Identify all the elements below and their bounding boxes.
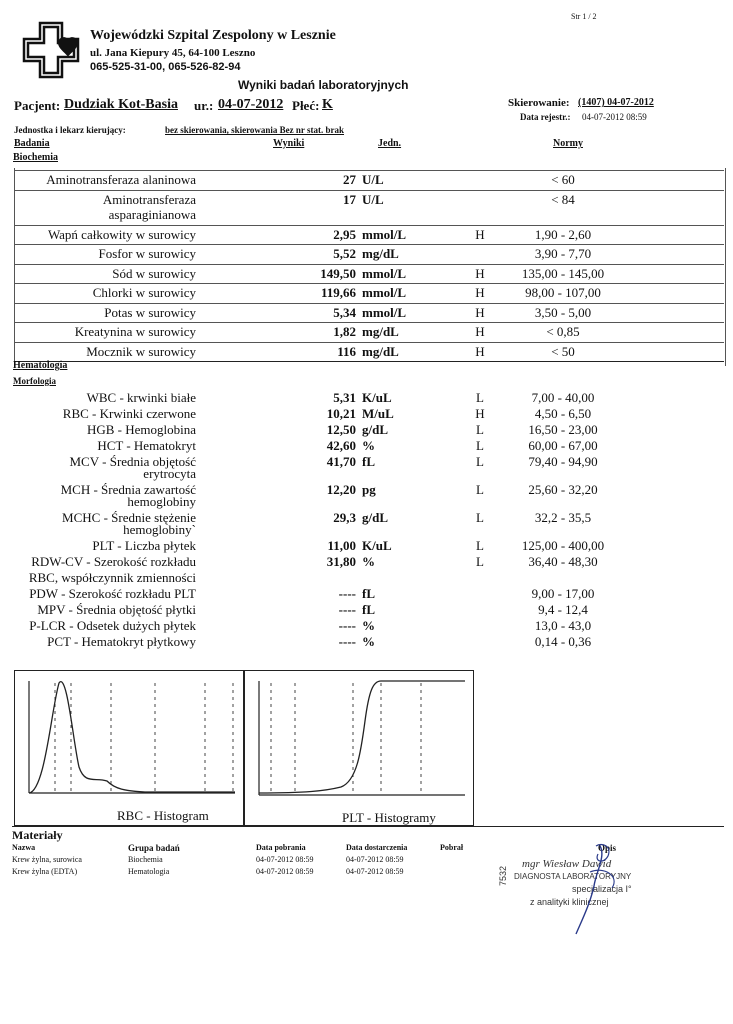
test-value: 42,60 [326, 438, 356, 453]
hospital-address: ul. Jana Kiepury 45, 64-100 Leszno [90, 47, 256, 59]
material-taken: 04-07-2012 08:59 [256, 855, 314, 864]
test-name: PCT - Hematokryt płytkowy [47, 634, 196, 649]
test-norm: < 84 [551, 191, 575, 207]
test-name: Potas w surowicy [104, 304, 196, 320]
test-value: 12,20 [326, 482, 356, 497]
test-norm: 125,00 - 400,00 [521, 538, 605, 553]
test-flag: H [475, 304, 485, 320]
test-unit: % [362, 634, 375, 649]
test-norm: 1,90 - 2,60 [534, 226, 592, 242]
test-name: RBC - Krwinki czerwone [62, 406, 196, 421]
signature-icon [560, 842, 640, 938]
test-value: 11,00 [327, 538, 356, 553]
test-flag: H [475, 343, 485, 359]
test-norm: < 0,85 [546, 324, 580, 339]
material-group: Biochemia [128, 855, 163, 864]
col-tests: Badania [14, 138, 50, 149]
test-value: ---- [338, 634, 356, 649]
test-unit: U/L [362, 191, 384, 207]
test-value: 27 [343, 172, 356, 187]
test-unit: M/uL [362, 406, 394, 421]
test-value: ---- [338, 602, 356, 617]
materials-header-group: Grupa badań [128, 843, 180, 853]
test-name: Wapń całkowity w surowicy [47, 226, 196, 242]
test-name: Fosfor w surowicy [98, 246, 196, 261]
materials-header-taken: Data pobrania [256, 843, 306, 852]
test-value: 5,34 [333, 304, 356, 320]
registration-label: Data rejestr.: [520, 112, 571, 122]
materials-header-delivered: Data dostarczenia [346, 843, 408, 852]
test-name: Mocznik w surowicy [86, 343, 196, 359]
test-unit: mg/dL [362, 246, 399, 261]
test-value: 12,50 [326, 422, 356, 437]
test-name: HGB - Hemoglobina [86, 422, 196, 437]
test-name: PLT - Liczba płytek [92, 538, 196, 553]
test-value: 29,3 [333, 510, 356, 525]
page-number: Str 1 / 2 [571, 12, 597, 21]
test-name-cont: hemoglobiny` [123, 522, 196, 537]
test-norm: 79,40 - 94,90 [528, 454, 598, 469]
test-flag: L [476, 390, 484, 405]
test-unit: % [362, 438, 375, 453]
test-flag: L [476, 422, 484, 437]
sex-value: K [322, 97, 333, 112]
rbc-histogram [14, 670, 244, 826]
section-morfologia: Morfologia [13, 376, 56, 386]
test-norm: 16,50 - 23,00 [528, 422, 598, 437]
test-unit: g/dL [362, 510, 389, 525]
unit-value: bez skierowania, skierowania Bez nr stat. brak [165, 125, 345, 135]
test-value: 5,31 [333, 390, 356, 405]
test-unit: fL [362, 586, 375, 601]
patient-name: Dudziak Kot-Basia [64, 97, 178, 112]
test-value: 2,95 [333, 226, 356, 242]
materials-title: Materiały [12, 828, 63, 842]
material-name: Krew żylna, surowica [12, 855, 82, 864]
materials-header-name: Nazwa [12, 843, 36, 852]
test-unit: mmol/L [362, 226, 407, 242]
stamp-number: 7532 [498, 865, 508, 886]
stamp-line1: mgr Wiesław Dawid [522, 858, 612, 870]
test-name: Sód w surowicy [112, 265, 196, 281]
test-name-cont: asparaginianowa [108, 207, 196, 222]
born-date: 04-07-2012 [218, 97, 284, 112]
test-name: Aminotransferaza alaninowa [46, 172, 196, 187]
test-flag: L [476, 554, 484, 569]
test-norm: 32,2 - 35,5 [534, 510, 592, 525]
test-name: Chlorki w surowicy [92, 285, 196, 300]
test-value: 119,66 [320, 285, 356, 300]
test-name: MPV - Średnia objętość płytki [37, 602, 196, 617]
referral-label: Skierowanie: [508, 97, 570, 109]
hospital-phones: 065-525-31-00, 065-526-82-94 [90, 61, 241, 73]
test-norm: 36,40 - 48,30 [528, 554, 598, 569]
test-norm: 7,00 - 40,00 [531, 390, 595, 405]
test-unit: fL [362, 602, 375, 617]
test-norm: < 50 [551, 343, 575, 359]
test-flag: H [475, 324, 485, 339]
test-unit: K/uL [362, 390, 392, 405]
test-name-cont: hemoglobiny [127, 494, 196, 509]
test-unit: fL [362, 454, 375, 469]
test-unit: % [362, 618, 375, 633]
stamp-line3: specjalizacja I° [572, 884, 632, 894]
test-name: P-LCR - Odsetek dużych płytek [29, 618, 196, 633]
test-norm: 3,50 - 5,00 [534, 304, 592, 320]
test-unit: mmol/L [362, 265, 407, 281]
test-unit: mg/dL [362, 343, 399, 359]
material-group: Hematologia [128, 867, 170, 876]
test-flag: L [476, 438, 484, 453]
material-taken: 04-07-2012 08:59 [256, 867, 314, 876]
test-norm: 60,00 - 67,00 [528, 438, 598, 453]
test-value: 1,82 [333, 324, 356, 339]
test-flag: H [475, 265, 485, 281]
test-name: MCHC - Średnie stężenie [62, 510, 196, 525]
test-flag: L [476, 454, 484, 469]
test-unit: mmol/L [362, 285, 407, 300]
material-delivered: 04-07-2012 08:59 [346, 855, 404, 864]
test-unit: mg/dL [362, 324, 399, 339]
test-name: RBC, współczynnik zmienności [28, 570, 196, 585]
test-name: Kreatynina w surowicy [74, 324, 196, 339]
test-flag: H [475, 285, 485, 300]
hospital-name: Wojewódzki Szpital Zespolony w Lesznie [90, 28, 336, 43]
test-name: RDW-CV - Szerokość rozkładu [31, 554, 196, 569]
test-value: 10,21 [326, 406, 356, 421]
test-norm: 3,90 - 7,70 [534, 246, 592, 261]
test-name: Aminotransferaza [102, 191, 196, 207]
test-norm: 0,14 - 0,36 [534, 634, 592, 649]
sex-label: Płeć: [292, 98, 320, 113]
test-flag: L [476, 510, 484, 525]
test-unit: K/uL [362, 538, 392, 553]
test-norm: 98,00 - 107,00 [525, 285, 601, 300]
test-name: WBC - krwinki białe [86, 390, 196, 405]
test-norm: 13,0 - 43,0 [534, 618, 592, 633]
test-value: 5,52 [333, 246, 356, 261]
test-norm: 135,00 - 145,00 [521, 265, 605, 281]
material-name: Krew żylna (EDTA) [12, 867, 78, 876]
test-flag: L [476, 482, 484, 497]
materials-header-desc: Opis [598, 843, 617, 853]
test-unit: mmol/L [362, 304, 407, 320]
test-value: 149,50 [320, 265, 356, 281]
test-norm: 25,60 - 32,20 [528, 482, 598, 497]
stamp-line4: z analityki klinicznej [530, 897, 609, 907]
material-delivered: 04-07-2012 08:59 [346, 867, 404, 876]
section-hematologia: Hematologia [13, 360, 68, 371]
test-name: MCH - Średnia zawartość [60, 482, 196, 497]
test-unit: pg [362, 482, 376, 497]
col-norms: Normy [553, 138, 583, 149]
registration-value: 04-07-2012 08:59 [582, 112, 647, 122]
test-value: 41,70 [326, 454, 356, 469]
rbc-histogram-label: RBC - Histogram [117, 808, 209, 823]
test-value: 116 [337, 343, 356, 359]
patient-label: Pacjent: [14, 98, 61, 113]
test-norm: 9,4 - 12,4 [538, 602, 588, 617]
col-results: Wyniki [273, 138, 305, 149]
test-unit: % [362, 554, 375, 569]
test-unit: U/L [362, 172, 384, 187]
test-norm: 4,50 - 6,50 [534, 406, 592, 421]
test-name: HCT - Hematokryt [97, 438, 196, 453]
biochem-frame [14, 168, 726, 366]
stamp-line2: DIAGNOSTA LABORATORYJNY [514, 872, 632, 881]
test-value: ---- [338, 586, 356, 601]
plt-histogram [244, 670, 474, 826]
referral-value: (1407) 04-07-2012 [578, 97, 654, 108]
report-title: Wyniki badań laboratoryjnych [238, 78, 409, 92]
test-flag: H [475, 406, 485, 421]
test-value: 31,80 [326, 554, 356, 569]
unit-label: Jednostka i lekarz kierujący: [14, 125, 126, 135]
test-flag: H [475, 226, 485, 242]
test-norm: < 60 [551, 172, 575, 187]
hospital-logo-icon [20, 20, 82, 82]
test-name: PDW - Szerokość rozkładu PLT [29, 586, 196, 601]
test-name: MCV - Średnia objętość [69, 454, 196, 469]
test-norm: 9,00 - 17,00 [531, 586, 595, 601]
test-name-cont: erytrocyta [143, 466, 196, 481]
test-flag: L [476, 538, 484, 553]
materials-header-collected: Pobrał [440, 843, 464, 852]
plt-histogram-label: PLT - Histogramy [342, 810, 436, 825]
test-unit: g/dL [362, 422, 389, 437]
test-value: ---- [338, 618, 356, 633]
born-label: ur.: [194, 98, 214, 113]
col-unit: Jedn. [378, 138, 402, 149]
section-biochemia: Biochemia [13, 152, 58, 163]
test-value: 17 [343, 191, 356, 207]
